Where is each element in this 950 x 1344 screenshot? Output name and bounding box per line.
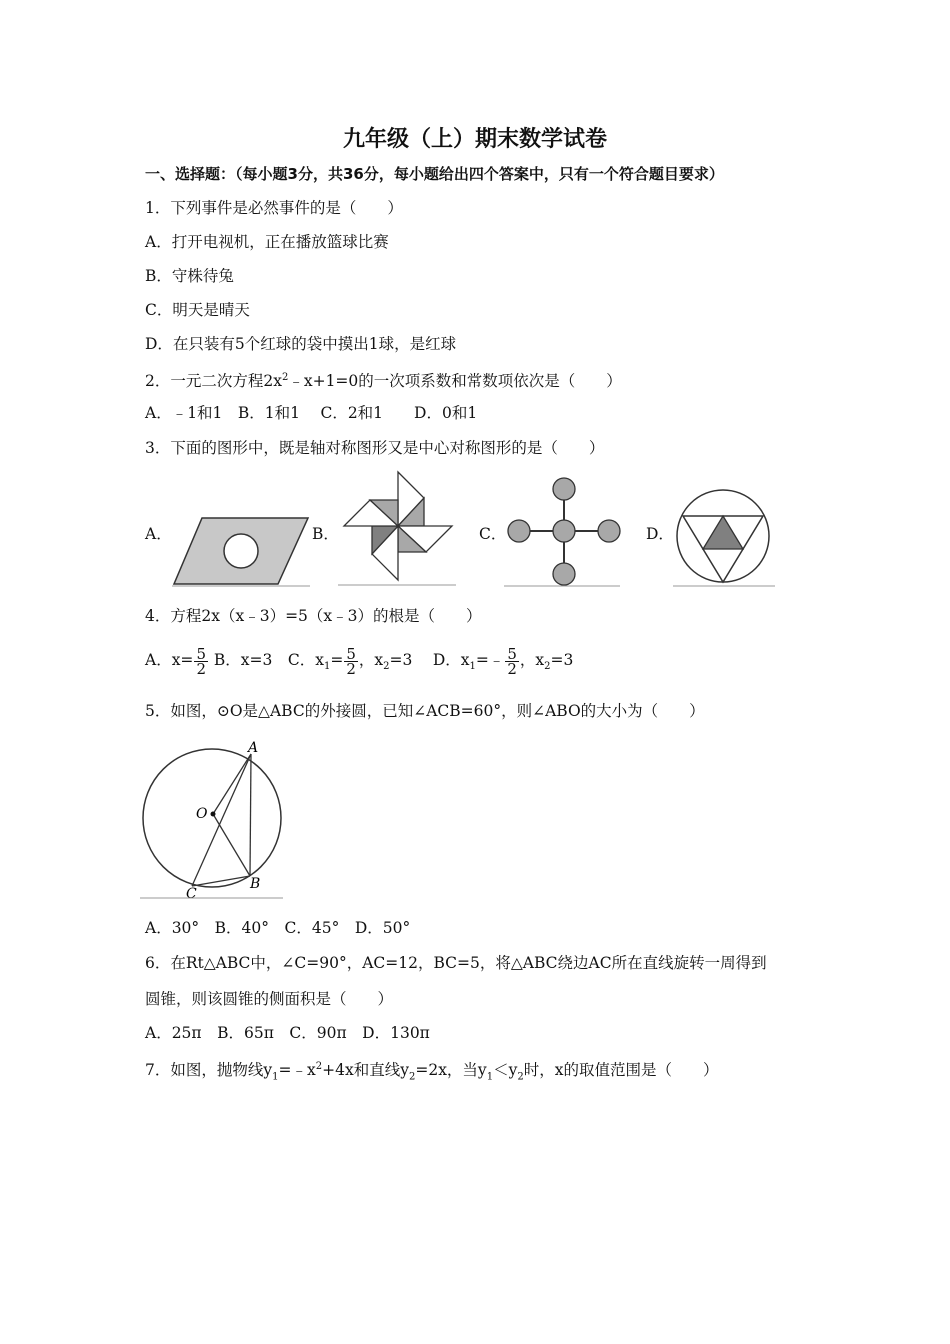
frac-num: 5 <box>196 644 206 663</box>
q7-sub: 1 <box>272 1071 279 1083</box>
q4-c-after: ，x <box>358 651 384 669</box>
question-6-stem-line2: 圆锥，则该圆锥的侧面积是（ ） <box>145 990 394 1008</box>
circle-triangle-figure <box>673 486 777 588</box>
question-1-option-b: B．守株待兔 <box>145 267 234 285</box>
q4-sub: 1 <box>324 661 331 673</box>
question-4-stem: 4．方程2x（x﹣3）=5（x﹣3）的根是（ ） <box>145 607 482 625</box>
q3-label-c: C． <box>479 525 507 543</box>
q7-sup: 2 <box>315 1061 323 1072</box>
q4-sub: 1 <box>469 661 476 673</box>
q4-d-end: =3 <box>550 651 574 669</box>
q7-mid: +4x和直线y <box>322 1061 409 1080</box>
pinwheel-figure <box>338 468 458 588</box>
question-6-options: A．25π B．65π C．90π D．130π <box>145 1024 430 1042</box>
question-6-stem-line1: 6．在Rt△ABC中，∠C=90°，AC=12，BC=5，将△ABC绕边AC所在直线旋转一周得到 <box>145 954 767 972</box>
q4-sub: 2 <box>383 661 390 673</box>
section-heading: 一、选择题：（每小题3分，共36分，每小题给出四个答案中，只有一个符合题目要求） <box>145 165 724 183</box>
question-2-stem <box>145 368 622 391</box>
question-4-options <box>145 640 573 687</box>
q4-c-end: =3 D．x <box>389 651 470 669</box>
q7-sub: 2 <box>408 1071 416 1083</box>
q4-c-mid: = <box>330 651 344 669</box>
q7-end: 时，x的取值范围是（ ） <box>523 1061 719 1080</box>
q3-label-b: B． <box>312 525 339 543</box>
q3-label-d: D． <box>646 525 674 543</box>
q7-pre: 7．如图，抛物线y <box>145 1061 273 1080</box>
circle-abc-figure <box>140 736 285 900</box>
question-1-option-c: C．明天是晴天 <box>145 301 250 319</box>
question-5-stem: 5．如图，⊙O是△ABC的外接圆，已知∠ACB=60°，则∠ABO的大小为（ ） <box>145 702 705 720</box>
frac-den: 2 <box>196 659 206 678</box>
frac-den: 2 <box>507 659 517 678</box>
question-5-options: A．30° B．40° C．45° D．50° <box>145 919 411 937</box>
q3-label-a: A． <box>145 525 172 543</box>
question-2-options: A．﹣1和1 B．1和1 C．2和1 D．0和1 <box>145 404 478 422</box>
frac-num: 5 <box>507 644 517 663</box>
frac-den: 2 <box>346 659 356 678</box>
q4-d-after: ，x <box>519 651 545 669</box>
q7-mid: =﹣x <box>278 1061 316 1080</box>
q7-mid: ＜y <box>493 1061 518 1080</box>
label-a: A <box>248 740 259 756</box>
question-1-stem: 1．下列事件是必然事件的是（ ） <box>145 199 403 217</box>
question-1-option-a: A．打开电视机，正在播放篮球比赛 <box>145 233 389 251</box>
question-1-option-d: D．在只装有5个红球的袋中摸出1球，是红球 <box>145 335 457 353</box>
cross-circles-figure <box>504 474 622 588</box>
label-o: O <box>196 806 208 822</box>
question-7-stem <box>145 1057 718 1087</box>
q2-exponent: 2 <box>281 372 289 383</box>
question-3-stem: 3．下面的图形中，既是轴对称图形又是中心对称图形的是（ ） <box>145 439 605 457</box>
q7-sub: 1 <box>486 1071 494 1083</box>
parallelogram-figure <box>172 512 312 588</box>
label-c: C <box>186 886 197 900</box>
q4-fraction-c <box>344 644 358 678</box>
page-title: 九年级（上）期末数学试卷 <box>342 127 607 152</box>
q4-d-mid: =﹣ <box>475 651 505 669</box>
q4-fraction-d <box>505 644 519 678</box>
frac-num: 5 <box>346 644 356 663</box>
q4-sub: 2 <box>544 661 551 673</box>
q4-b: B．x=3 C．x <box>208 651 324 669</box>
q7-sub: 2 <box>517 1071 524 1083</box>
q4-fraction-a <box>194 644 208 678</box>
q2-stem-post: ﹣x+1=0的一次项系数和常数项依次是（ ） <box>288 372 622 391</box>
q7-mid: =2x，当y <box>415 1061 487 1080</box>
label-b: B <box>250 876 261 892</box>
q4-a-pre: A．x= <box>145 651 194 669</box>
q2-stem-pre: 2．一元二次方程2x <box>145 372 282 391</box>
